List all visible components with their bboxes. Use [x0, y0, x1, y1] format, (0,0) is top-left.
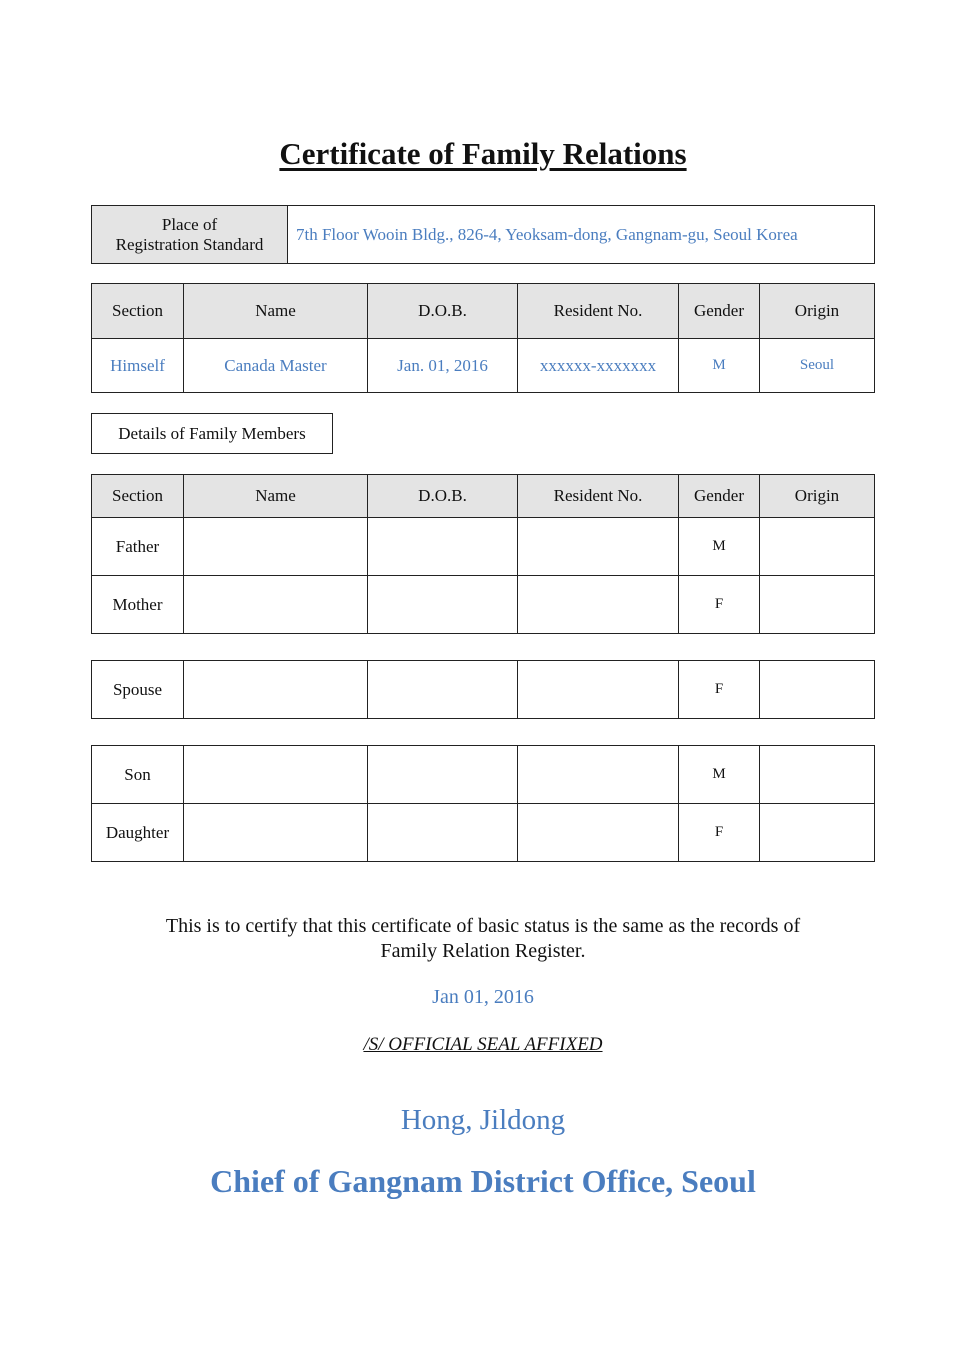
family-table-children — [91, 745, 875, 862]
family-origin — [760, 576, 875, 634]
family-row-father — [92, 518, 875, 576]
column-header: Resident No. — [518, 475, 679, 518]
registration-label-line2: Registration Standard — [115, 234, 264, 254]
family-origin — [760, 746, 875, 804]
certification-line2: Family Relation Register. — [380, 940, 586, 962]
column-header: Origin — [760, 284, 875, 339]
signer-name: Hong, Jildong — [400, 1104, 566, 1136]
family-table-parents — [91, 474, 875, 634]
family-gender: F — [679, 804, 760, 862]
column-header: Section — [92, 475, 184, 518]
family-gender: M — [679, 746, 760, 804]
column-header: D.O.B. — [368, 475, 518, 518]
column-header: D.O.B. — [368, 284, 518, 339]
self-gender: M — [679, 339, 760, 393]
family-dob — [368, 518, 518, 576]
details-label: Details of Family Members — [91, 413, 333, 454]
family-section: Daughter — [92, 804, 184, 862]
family-dob — [368, 746, 518, 804]
column-header: Gender — [679, 475, 760, 518]
registration-table — [91, 205, 875, 264]
column-header: Section — [92, 284, 184, 339]
self-origin: Seoul — [760, 339, 875, 393]
registration-address: 7th Floor Wooin Bldg., 826-4, Yeoksam-dong, Gangnam-gu, Seoul Korea — [288, 206, 875, 264]
column-header: Name — [184, 284, 368, 339]
family-resident-no — [518, 661, 679, 719]
certification-statement — [0, 914, 966, 964]
family-gender: F — [679, 661, 760, 719]
family-gender: F — [679, 576, 760, 634]
family-row-daughter — [92, 804, 875, 862]
family-row-mother — [92, 576, 875, 634]
column-header: Origin — [760, 475, 875, 518]
registration-label-line1: Place of — [161, 214, 218, 234]
column-header: Gender — [679, 284, 760, 339]
column-header: Name — [184, 475, 368, 518]
family-dob — [368, 576, 518, 634]
self-dob: Jan. 01, 2016 — [368, 339, 518, 393]
family-origin — [760, 518, 875, 576]
family-row-spouse — [92, 661, 875, 719]
document-title: Certificate of Family Relations — [279, 136, 687, 171]
family-section: Mother — [92, 576, 184, 634]
family-section: Son — [92, 746, 184, 804]
official-seal-text: /S/ OFFICIAL SEAL AFFIXED — [363, 1034, 603, 1055]
family-resident-no — [518, 746, 679, 804]
family-row-son — [92, 746, 875, 804]
family-name — [184, 518, 368, 576]
family-origin — [760, 661, 875, 719]
family-section: Spouse — [92, 661, 184, 719]
family-resident-no — [518, 576, 679, 634]
column-header: Resident No. — [518, 284, 679, 339]
family-name — [184, 804, 368, 862]
family-name — [184, 576, 368, 634]
family-resident-no — [518, 804, 679, 862]
family-name — [184, 746, 368, 804]
family-section: Father — [92, 518, 184, 576]
family-dob — [368, 661, 518, 719]
self-section: Himself — [92, 339, 184, 393]
family-gender: M — [679, 518, 760, 576]
signer-title: Chief of Gangnam District Office, Seoul — [210, 1163, 756, 1199]
family-resident-no — [518, 518, 679, 576]
family-dob — [368, 804, 518, 862]
certification-line1: This is to certify that this certificate of basic status is the same as the records of — [165, 915, 801, 937]
family-table-spouse — [91, 660, 875, 719]
issue-date: Jan 01, 2016 — [432, 986, 534, 1008]
self-table — [91, 283, 875, 393]
self-resident-no: xxxxxx-xxxxxxx — [518, 339, 679, 393]
self-name: Canada Master — [184, 339, 368, 393]
family-origin — [760, 804, 875, 862]
family-name — [184, 661, 368, 719]
registration-label — [92, 206, 288, 264]
